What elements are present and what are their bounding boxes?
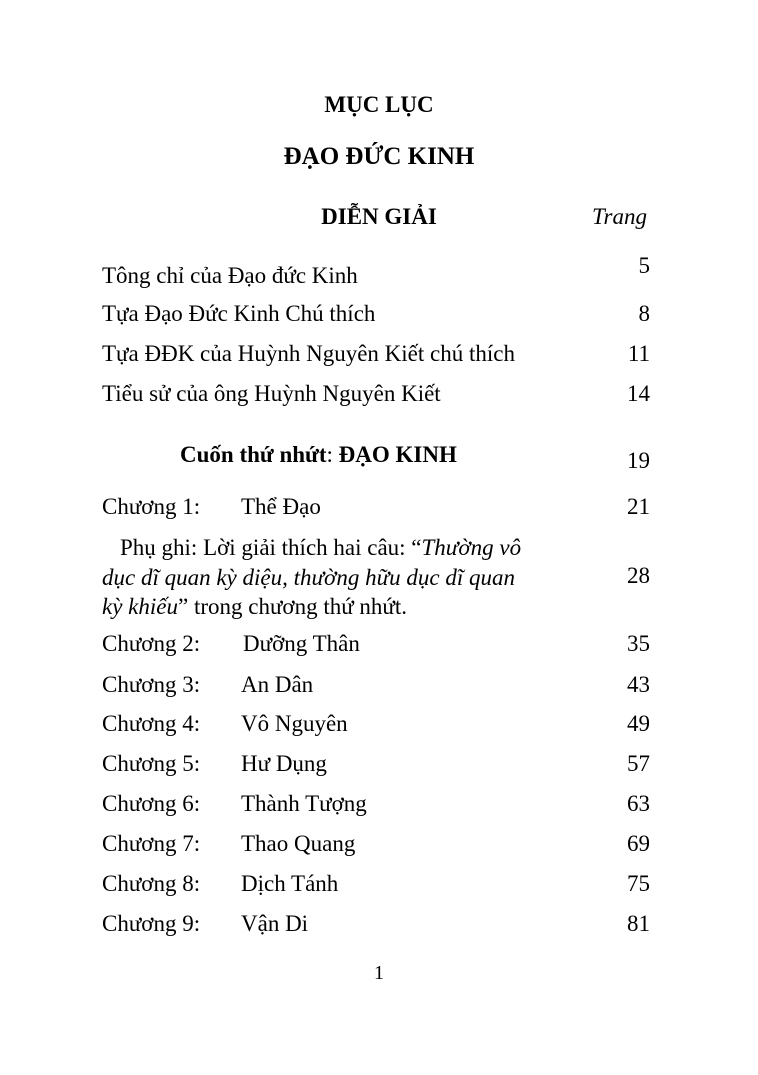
chapter-name: Vô Nguyên — [241, 711, 348, 736]
chapter-page: 69 — [627, 831, 650, 856]
chapter-label: Chương 3: — [102, 672, 201, 697]
toc-entry — [102, 253, 650, 289]
chapter-name: Thể Đạo — [241, 494, 321, 519]
chapter-page: 35 — [627, 631, 650, 656]
chapter-page: 57 — [627, 751, 650, 776]
chapter-name: Hư Dụng — [241, 751, 327, 776]
chapter-label: Chương 8: — [102, 871, 201, 896]
chapter-row — [102, 709, 650, 739]
book-title: ĐẠO ĐỨC KINH — [283, 143, 475, 170]
book-one-prefix: Cuốn thứ nhứt — [180, 442, 327, 467]
note-italic-text: Thường vô — [421, 535, 522, 560]
chapter-page: 63 — [627, 791, 650, 816]
chapter-row — [102, 789, 650, 819]
page-number: 1 — [374, 962, 384, 984]
chapter-name: Dịch Tánh — [241, 871, 339, 896]
book-one-name: ĐẠO KINH — [338, 442, 457, 467]
chapter-label: Chương 4: — [102, 711, 201, 736]
page-title: MỤC LỤC — [324, 92, 434, 117]
note-text: Phụ ghi: Lời giải thích hai câu: “ — [120, 535, 422, 560]
chapter-page: 49 — [627, 711, 650, 736]
chapter-label: Chương 1: — [102, 494, 201, 519]
chapter-name: Vận Di — [241, 911, 309, 936]
toc-entry-page: 11 — [627, 341, 650, 366]
chapter-name: Thao Quang — [241, 831, 356, 856]
book-one-page: 19 — [627, 448, 650, 473]
note-text: ” trong chương thứ nhứt. — [177, 594, 408, 619]
chapter-row — [102, 869, 650, 899]
book-one-colon: : — [326, 442, 333, 467]
chapter-label: Chương 7: — [102, 831, 201, 856]
section-heading: DIỄN GIẢI — [321, 204, 437, 229]
chapter-row — [102, 492, 650, 522]
chapter-row — [102, 749, 650, 779]
toc-entry-title: Tiểu sử của ông Huỳnh Nguyên Kiết — [102, 381, 441, 406]
toc-entry-title: Tựa Đạo Đức Kinh Chú thích — [102, 301, 376, 326]
note-line-2 — [102, 563, 564, 593]
toc-entry-page: 14 — [627, 381, 650, 406]
note-line-3 — [102, 592, 564, 622]
note-italic-text: dục dĩ quan kỳ diệu, thường hữu dục dĩ quan — [102, 564, 515, 590]
toc-entry-page: 5 — [638, 253, 650, 278]
note-page: 28 — [627, 563, 650, 588]
chapter-name: An Dân — [241, 672, 314, 697]
chapter-label: Chương 9: — [102, 911, 201, 936]
chapter-label: Chương 5: — [102, 751, 201, 776]
chapter-page: 81 — [627, 911, 650, 936]
chapter-page: 43 — [627, 672, 650, 697]
book-one-heading — [180, 442, 457, 468]
chapter-page: 21 — [627, 494, 650, 519]
toc-entry — [102, 339, 650, 369]
chapter-row — [102, 829, 650, 859]
chapter-label: Chương 6: — [102, 791, 201, 816]
chapter-name: Dưỡng Thân — [243, 631, 360, 656]
note-italic-text: kỳ khiếu — [102, 594, 178, 619]
chapter-row — [102, 909, 650, 939]
chapter-row — [102, 629, 650, 659]
chapter-page: 75 — [627, 871, 650, 896]
toc-entry — [102, 299, 650, 329]
note-line-1 — [102, 533, 564, 563]
toc-entry-page: 8 — [638, 301, 650, 326]
toc-entry-title: Tông chỉ của Đạo đức Kinh — [102, 263, 358, 288]
note-paragraph — [102, 533, 564, 622]
page-column-label: Trang — [592, 204, 647, 229]
chapter-row — [102, 670, 650, 700]
toc-entry — [102, 379, 650, 409]
chapter-label: Chương 2: — [102, 631, 201, 656]
chapter-name: Thành Tượng — [241, 791, 367, 816]
toc-entry-title: Tựa ĐĐK của Huỳnh Nguyên Kiết chú thích — [102, 341, 515, 366]
